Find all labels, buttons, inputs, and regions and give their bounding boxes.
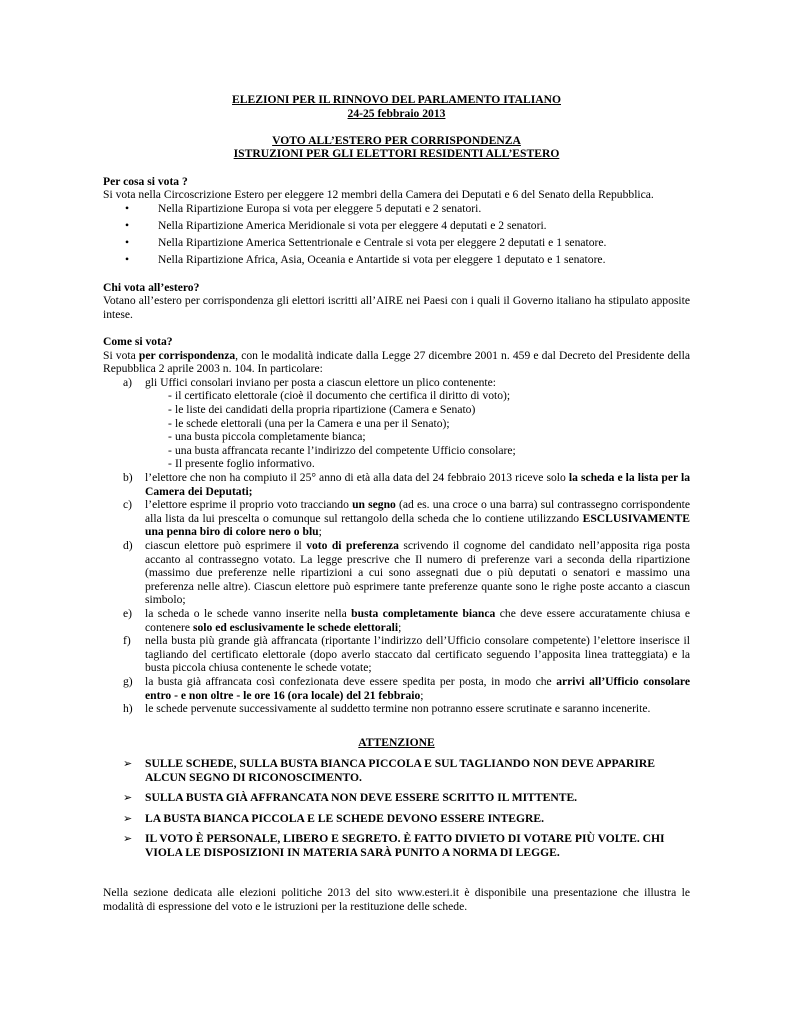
sub-list-item: - le schede elettorali (una per la Camera e una per il Senato); bbox=[168, 416, 450, 430]
list-item: g) la busta già affrancata così confezionata deve essere spedita per posta, in modo che arrivi all’Ufficio consolare entro - e non oltre - le ore 16 (ora locale) del 21 febbraio; bbox=[123, 674, 690, 702]
document-subtitle-2: ISTRUZIONI PER GLI ELETTORI RESIDENTI ALL’ESTERO bbox=[233, 147, 560, 161]
section-paragraph: Si vota per corrispondenza, con le modalità indicate dalla Legge 27 dicembre 2001 n. 459 e dal Decreto del Presidente della Repubblica 2 aprile 2003 n. 104. In particolare: bbox=[103, 348, 690, 376]
sub-list-item: - il certificato elettorale (cioè il documento che certifica il diritto di voto); bbox=[168, 389, 511, 403]
list-item: ➢ IL VOTO È PERSONALE, LIBERO E SEGRETO. È FATTO DIVIETO DI VOTARE PIÙ VOLTE. CHI VIOLA LE DISPOSIZIONI IN MATERIA SARÀ PUNITO A NORMA DI LEGGE. bbox=[123, 832, 665, 859]
attenzione-list bbox=[103, 757, 690, 859]
list-item: h) le schede pervenute successivamente al suddetto termine non potranno essere scrutinate e saranno incenerite. bbox=[123, 702, 651, 716]
arrow-icon: ➢ bbox=[123, 811, 133, 825]
bullet-icon: • bbox=[125, 201, 130, 215]
section-paragraph: Votano all’estero per corrispondenza gli elettori iscritti all’AIRE nei Paesi con i quali il Governo italiano ha stipulato apposite intese. bbox=[103, 294, 690, 321]
section-heading-chi-vota: Chi vota all’estero? bbox=[103, 280, 200, 294]
document-date: 24-25 febbraio 2013 bbox=[347, 106, 446, 120]
list-item: c) l’elettore esprime il proprio voto tracciando un segno (ad es. una croce o una barra) sul contrassegno corrispondente alla lista da lui prescelta o comunque sul rettangolo della scheda che lo contiene utilizzando ESCLUSIVAMENTE una penna biro di colore nero o blu; bbox=[123, 498, 690, 539]
document-page bbox=[103, 93, 690, 913]
list-item: ➢ LA BUSTA BIANCA PICCOLA E LE SCHEDE DEVONO ESSERE INTEGRE. bbox=[123, 811, 544, 825]
document-title: ELEZIONI PER IL RINNOVO DEL PARLAMENTO ITALIANO bbox=[232, 93, 561, 106]
section-heading-per-cosa: Per cosa si vota ? bbox=[103, 174, 188, 188]
arrow-icon: ➢ bbox=[123, 757, 133, 771]
instructions-list bbox=[103, 376, 690, 716]
list-item: b) l’elettore che non ha compiuto il 25° anno di età alla data del 24 febbraio 2013 riceve solo la scheda e la lista per la Camera dei Deputati; bbox=[123, 471, 690, 498]
list-item: • Nella Ripartizione America Settentrionale e Centrale si vota per eleggere 2 deputati e 1 senatore. bbox=[125, 235, 607, 249]
sub-list-item: - una busta piccola completamente bianca; bbox=[168, 430, 366, 444]
list-item: • Nella Ripartizione Africa, Asia, Oceania e Antartide si vota per eleggere 1 deputato e 1 senatore. bbox=[125, 252, 606, 266]
attenzione-heading: ATTENZIONE bbox=[358, 735, 435, 749]
sub-list-item: - le liste dei candidati della propria ripartizione (Camera e Senato) bbox=[168, 403, 476, 417]
list-item: a) gli Uffici consolari inviano per posta a ciascun elettore un plico contenente: bbox=[123, 375, 497, 389]
list-item: d) ciascun elettore può esprimere il voto di preferenza scrivendo il cognome del candidato nell’apposita riga posta accanto al contrassegno votato. La legge prescrive che Il numero di preferenze vari a seconda della ripartizione (massimo due preferenze nelle ripartizioni a cui sono assegnati due o più deputati o senatori e massimo una preferenza nelle altre). Ciascun elettore può esprimere tante preferenze quante sono le righe poste accanto a ciascun simbolo; bbox=[123, 538, 690, 607]
section-heading-come-si-vota: Come si vota? bbox=[103, 335, 173, 349]
bullet-icon: • bbox=[125, 252, 130, 266]
bullet-icon: • bbox=[125, 218, 130, 232]
list-item: ➢ SULLE SCHEDE, SULLA BUSTA BIANCA PICCOLA E SUL TAGLIANDO NON DEVE APPARIRE ALCUN SEGNO DI RICONOSCIMENTO. bbox=[123, 757, 656, 784]
list-item: • Nella Ripartizione America Meridionale si vota per eleggere 4 deputati e 2 senatori. bbox=[125, 218, 547, 232]
section-intro: Si vota nella Circoscrizione Estero per eleggere 12 membri della Camera dei Deputati e 6 del Senato della Repubblica. bbox=[103, 188, 654, 202]
bullet-icon: • bbox=[125, 235, 130, 249]
sub-list-item: - una busta affrancata recante l’indirizzo del competente Ufficio consolare; bbox=[168, 443, 516, 457]
arrow-icon: ➢ bbox=[123, 791, 133, 805]
arrow-icon: ➢ bbox=[123, 832, 133, 846]
sub-list-item: - Il presente foglio informativo. bbox=[168, 457, 315, 471]
document-subtitle: VOTO ALL’ESTERO PER CORRISPONDENZA bbox=[272, 133, 521, 147]
list-item: • Nella Ripartizione Europa si vota per eleggere 5 deputati e 2 senatori. bbox=[125, 201, 482, 215]
footer-paragraph: Nella sezione dedicata alle elezioni politiche 2013 del sito www.esteri.it è disponibile una presentazione che illustra le modalità di espressione del voto e le istruzioni per la restituzione delle schede. bbox=[103, 886, 690, 913]
list-item: ➢ SULLA BUSTA GIÀ AFFRANCATA NON DEVE ESSERE SCRITTO IL MITTENTE. bbox=[123, 791, 578, 805]
list-item: e) la scheda o le schede vanno inserite nella busta completamente bianca che deve essere accuratamente chiusa e contenere solo ed esclusivamente le schede elettorali; bbox=[123, 606, 690, 634]
list-item: f) nella busta più grande già affrancata (riportante l’indirizzo dell’Ufficio consolare competente) l’elettore inserisce il tagliando del certificato elettorale (dopo averlo staccato dal certificato seguendo l’apposita linea tratteggiata) e la busta piccola chiusa contenente le schede votate; bbox=[123, 634, 690, 675]
ripartizioni-list bbox=[103, 202, 690, 267]
